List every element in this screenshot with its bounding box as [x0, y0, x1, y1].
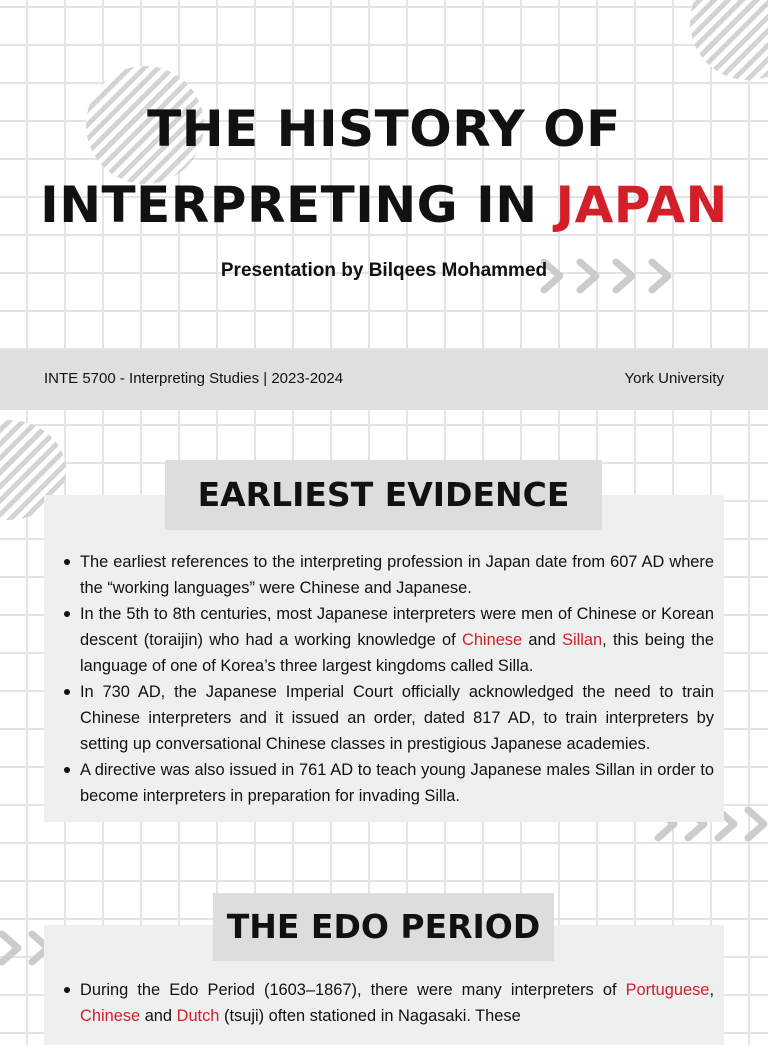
bullet-text: In 730 AD, the Japanese Imperial Court officially acknowledged the need to train Chinese interpreters and it issued an order, dated 817 AD, to train interpreters by setting up conversational Chinese classes in prestigious Japanese academies.	[80, 683, 714, 753]
highlighted-term: Dutch	[176, 1007, 220, 1025]
page-title-line-2	[0, 174, 768, 236]
highlighted-term: Portuguese	[625, 981, 710, 999]
bullet-text: In the 5th to 8th centuries, most Japanese interpreters were men of Chinese or Korean descent (toraijin) who had a working knowledge of	[80, 605, 714, 649]
bullet-point	[80, 977, 714, 1029]
bullet-point	[80, 757, 714, 809]
bullet-point	[80, 679, 714, 757]
bullet-point	[80, 601, 714, 679]
section-title-earliest-evidence: EARLIEST EVIDENCE	[165, 460, 602, 530]
bullet-text: and	[140, 1007, 177, 1025]
highlighted-term: Chinese	[461, 631, 523, 649]
bullet-text: ,	[709, 981, 714, 999]
highlighted-term: Sillan	[562, 631, 603, 649]
bullet-text: The earliest references to the interpreting profession in Japan date from 607 AD where the “working languages” were Chinese and Japanese.	[80, 553, 714, 597]
course-info-band	[0, 350, 768, 410]
bullet-point	[80, 549, 714, 601]
striped-circle-decoration	[690, 0, 768, 80]
presenter-subtitle: Presentation by Bilqees Mohammed	[220, 260, 548, 281]
edo-period-list	[44, 977, 724, 1029]
bullet-text: (tsuji) often stationed in Nagasaki. These	[219, 1007, 521, 1025]
title-accent: JAPAN	[555, 176, 728, 234]
page-title-line-1: THE HISTORY OF	[147, 100, 621, 158]
title-text: INTERPRETING IN	[40, 176, 538, 234]
bullet-text: and	[522, 631, 563, 649]
section-title-edo-period: THE EDO PERIOD	[213, 893, 554, 961]
bullet-text: A directive was also issued in 761 AD to teach young Japanese males Sillan in order to become interpreters in preparation for invading Silla.	[80, 761, 714, 805]
institution-label: York University	[624, 370, 724, 387]
earliest-evidence-card	[44, 495, 724, 822]
bullet-text: , this being the language of one of Korea’s three largest kingdoms called Silla.	[80, 631, 714, 675]
earliest-evidence-list	[44, 549, 724, 809]
bullet-text: During the Edo Period (1603–1867), there were many interpreters of	[80, 981, 626, 999]
course-label: INTE 5700 - Interpreting Studies | 2023-2024	[44, 370, 344, 387]
highlighted-term: Chinese	[80, 1007, 141, 1025]
